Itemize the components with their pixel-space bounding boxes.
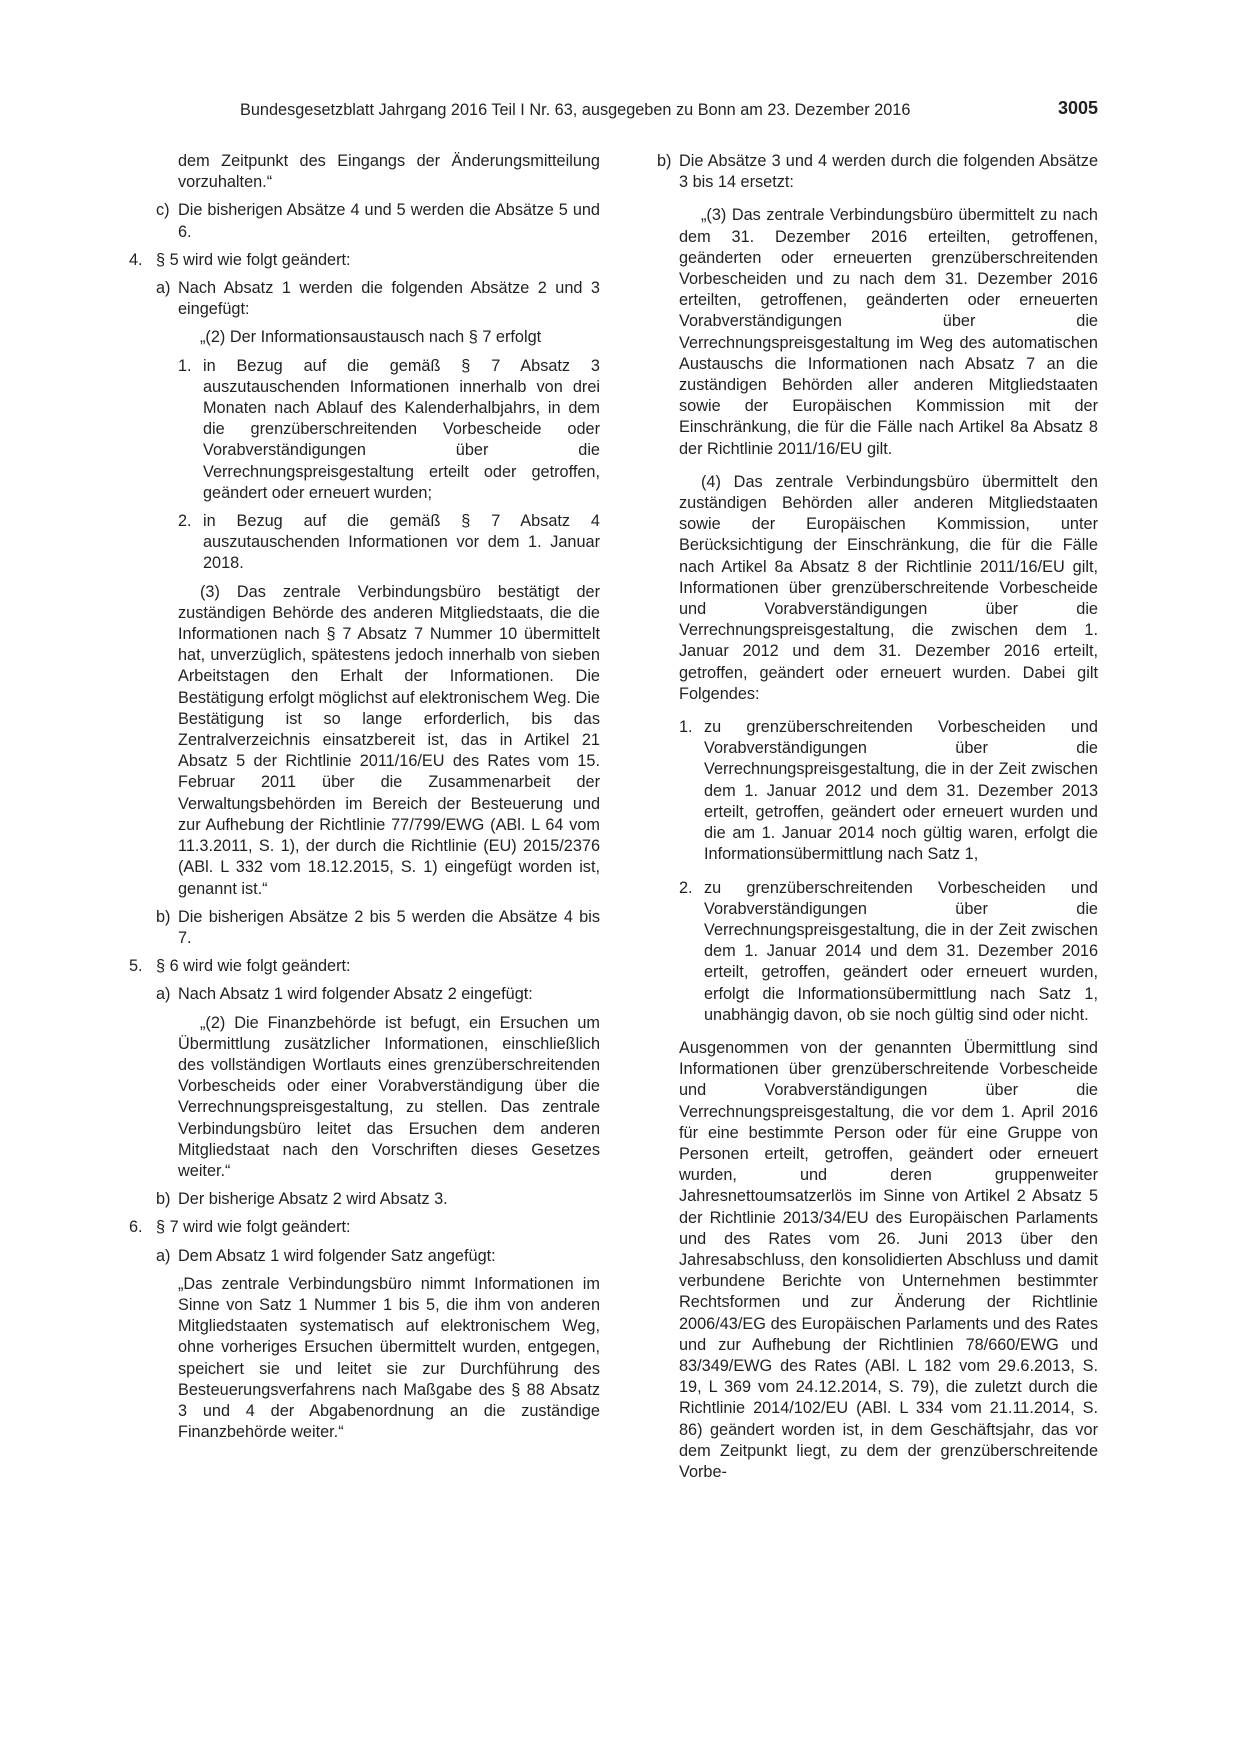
sub-item-1 bbox=[129, 356, 600, 504]
quote-paragraph-3: (3) Das zentrale Verbindungsbüro bestätigt der zuständigen Behörde des anderen Mitgliedstaats, die die Informationen nach § 7 Absatz 7 Nummer 10 übermittelt hat, unverzüglich, spätestens jedoch innerhalb von sieben Arbeitstagen den Erhalt der Informationen. Die Bestätigung erfolgt möglichst auf elektronischem Weg. Die Bestätigung ist so lange erforderlich, bis das Zentralverzeichnis einsatzbereit ist, das in Artikel 21 Absatz 5 der Richtlinie 2011/16/EU des Rates vom 15. Februar 2011 über die Zusammenarbeit der Verwaltungsbehörden im Bereich der Besteuerung und zur Aufhebung der Richtlinie 77/799/EWG (ABl. L 64 vom 11.3.2011, S. 1), der durch die Richtlinie (EU) 2015/2376 (ABl. L 332 vom 18.12.2015, S. 1) eingefügt worden ist, genannt ist.“ bbox=[178, 582, 600, 898]
quote-paragraph-6-2: „(2) Die Finanzbehörde ist befugt, ein Ersuchen um Übermittlung zusätzlicher Informationen, einschließlich des vollständigen Wortlauts eines grenzüberschreitenden Vorbescheids oder einer Vorabverständigung über die Verrechnungspreisgestaltung, zu stellen. Das zentrale Verbindungsbüro leitet das Ersuchen dem anderen Mitgliedstaat nach den Vorschriften dieses Gesetzes weiter.“ bbox=[178, 1013, 600, 1180]
list-item-5b bbox=[129, 1189, 600, 1210]
item-text: Die bisherigen Absätze 2 bis 5 werden die Absätze 4 bis 7. bbox=[178, 907, 600, 947]
header-title: Bundesgesetzblatt Jahrgang 2016 Teil I Nr. 63, ausgegeben zu Bonn am 23. Dezember 2016 bbox=[240, 101, 911, 119]
list-item-4a bbox=[129, 278, 600, 320]
item-text: § 5 wird wie folgt geändert: bbox=[156, 250, 351, 269]
item-label: 2. bbox=[178, 512, 192, 531]
item-text: § 6 wird wie folgt geändert: bbox=[156, 957, 351, 976]
item-text: Nach Absatz 1 wird folgender Absatz 2 eingefügt: bbox=[178, 985, 533, 1004]
item-text: zu grenzüberschreitenden Vorbescheiden und Vorabverständigungen über die Verrechnungspreisgestaltung, die in der Zeit zwischen dem 1. Januar 2014 und dem 31. Dezember 2016 erteilt, getroffen, geändert oder erneuert wurden, erfolgt die Informationsübermittlung nach Satz 1, unabhängig davon, ob sie noch gültig sind oder nicht. bbox=[704, 878, 1098, 1024]
item-text: Die Absätze 3 und 4 werden durch die folgenden Absätze 3 bis 14 ersetzt: bbox=[679, 152, 1098, 192]
sub-item-2 bbox=[657, 878, 1098, 1026]
sub-item-1 bbox=[657, 717, 1098, 865]
item-label: a) bbox=[156, 279, 171, 298]
item-label: a) bbox=[156, 985, 171, 1004]
item-label: 4. bbox=[129, 250, 143, 269]
item-label: 6. bbox=[129, 1218, 143, 1237]
item-label: b) bbox=[657, 152, 672, 170]
item-text: Nach Absatz 1 werden die folgenden Absätze 2 und 3 eingefügt: bbox=[178, 279, 600, 319]
list-item-5 bbox=[129, 956, 600, 977]
page-header bbox=[240, 100, 1098, 124]
list-item-6b bbox=[657, 151, 1098, 193]
item-text: Die bisherigen Absätze 4 und 5 werden die Absätze 5 und 6. bbox=[178, 201, 600, 241]
left-column bbox=[129, 151, 600, 1443]
item-label: 1. bbox=[178, 356, 192, 375]
item-label: b) bbox=[156, 907, 171, 926]
item-text: zu grenzüberschreitenden Vorbescheiden und Vorabverständigungen über die Verrechnungspreisgestaltung, die in der Zeit zwischen dem 1. Januar 2012 und dem 31. Dezember 2013 erteilt, getroffen, geändert oder erneuert wurden und die am 1. Januar 2014 noch gültig waren, erfolgt die Informationsübermittlung nach Satz 1, bbox=[704, 718, 1098, 864]
list-item-5a bbox=[129, 984, 600, 1005]
item-label: 2. bbox=[679, 878, 693, 897]
quote-paragraph-2: „(2) Der Informationsaustausch nach § 7 erfolgt bbox=[200, 328, 542, 347]
list-item-6 bbox=[129, 1217, 600, 1238]
item-text: Dem Absatz 1 wird folgender Satz angefügt: bbox=[178, 1246, 496, 1265]
item-text: Der bisherige Absatz 2 wird Absatz 3. bbox=[178, 1190, 448, 1209]
list-item-4 bbox=[129, 250, 600, 271]
quote-paragraph-satz: „Das zentrale Verbindungsbüro nimmt Informationen im Sinne von Satz 1 Nummer 1 bis 5, die ihm von anderen Mitgliedstaaten systematisch auf elektronischem Weg, ohne vorheriges Ersuchen übermittelt wurden, entgegen, speichert sie und leitet sie zur Durchführung des Besteuerungsverfahrens nach Maßgabe des § 88 Absatz 3 und 4 der Abgabenordnung an die zuständige Finanzbehörde weiter.“ bbox=[178, 1274, 600, 1442]
quote-paragraph-absatz-4: (4) Das zentrale Verbindungsbüro übermittelt den zuständigen Behörden aller anderen Mitgliedstaaten sowie der Europäischen Kommission, unter Berücksichtigung der Einschränkung, die für die Fälle nach Artikel 8a Absatz 8 der Richtlinie 2011/16/EU gilt, Informationen über grenzüberschreitende Vorbescheide und Vorabverständigungen über die Verrechnungspreisgestaltung, die zwischen dem 1. Januar 2012 und dem 31. Dezember 2016 erteilt, getroffen, geändert oder erneuert wurden. Dabei gilt Folgendes: bbox=[679, 472, 1098, 703]
list-item-6a bbox=[129, 1246, 600, 1267]
item-text: in Bezug auf die gemäß § 7 Absatz 3 auszutauschenden Informationen innerhalb von drei Monaten nach Ablauf des Kalenderhalbjahrs, in dem die grenzüberschreitenden Vorbescheide oder Vorabverständigungen über die Verrechnungspreisgestaltung erteilt oder getroffen, geändert oder erneuert wurden; bbox=[203, 356, 600, 502]
sub-item-2 bbox=[129, 511, 600, 575]
item-label: 1. bbox=[679, 718, 693, 737]
paragraph-continuation: dem Zeitpunkt des Eingangs der Änderungsmitteilung vorzuhalten.“ bbox=[178, 152, 600, 192]
item-text: § 7 wird wie folgt geändert: bbox=[156, 1218, 351, 1237]
page-number: 3005 bbox=[1057, 98, 1098, 118]
item-text: in Bezug auf die gemäß § 7 Absatz 4 auszutauschenden Informationen vor dem 1. Januar 2018. bbox=[203, 512, 600, 573]
list-item-c bbox=[129, 200, 600, 242]
item-label: 5. bbox=[129, 957, 143, 976]
item-label: a) bbox=[156, 1246, 171, 1265]
right-column bbox=[657, 151, 1098, 1483]
item-label: c) bbox=[156, 201, 170, 220]
item-label: b) bbox=[156, 1190, 171, 1209]
paragraph-ausgenommen: Ausgenommen von der genannten Übermittlung sind Informationen über grenzüberschreitende Vorbescheide und Vorabverständigungen über die Verrechnungspreisgestaltung, die vor dem 1. April 2016 für eine bestimmte Person oder für eine Gruppe von Personen erteilt, getroffen, geändert oder erneuert wurden, und deren gruppenweiter Jahresnettoumsatzerlös im Sinne von Artikel 2 Absatz 5 der Richtlinie 2013/34/EU des Europäischen Parlaments und des Rates vom 26. Juni 2013 über den Jahresabschluss, den konsolidierten Abschluss und damit verbundene Berichte von Unternehmen bestimmter Rechtsformen und zur Änderung der Richtlinie 2006/43/EG des Europäischen Parlaments und des Rates und zur Aufhebung der Richtlinien 78/660/EWG und 83/349/EWG des Rates (ABl. L 182 vom 29.6.2013, S. 19, L 369 vom 24.12.2014, S. 79), die zuletzt durch die Richtlinie 2014/102/EU (ABl. L 334 vom 21.11.2014, S. 86) geändert worden ist, in dem Geschäftsjahr, das vor dem Zeitpunkt liegt, zu dem der grenzüberschreitende Vorbe- bbox=[679, 1038, 1098, 1481]
quote-paragraph-absatz-3: „(3) Das zentrale Verbindungsbüro übermittelt zu nach dem 31. Dezember 2016 erteilten, getroffenen, geänderten oder erneuerten grenzüberschreitenden Vorbescheiden und zu nach dem 31. Dezember 2016 erteilten, getroffenen, geänderten oder erneuerten Vorabverständigungen über die Verrechnungspreisgestaltung im Weg des automatischen Austauschs die Informationen nach Absatz 7 an die zuständigen Behörden aller anderen Mitgliedstaaten sowie der Europäischen Kommission mit der Einschränkung, die für die Fälle nach Artikel 8a Absatz 8 der Richtlinie 2011/16/EU gilt. bbox=[679, 206, 1098, 458]
list-item-4b bbox=[129, 907, 600, 949]
